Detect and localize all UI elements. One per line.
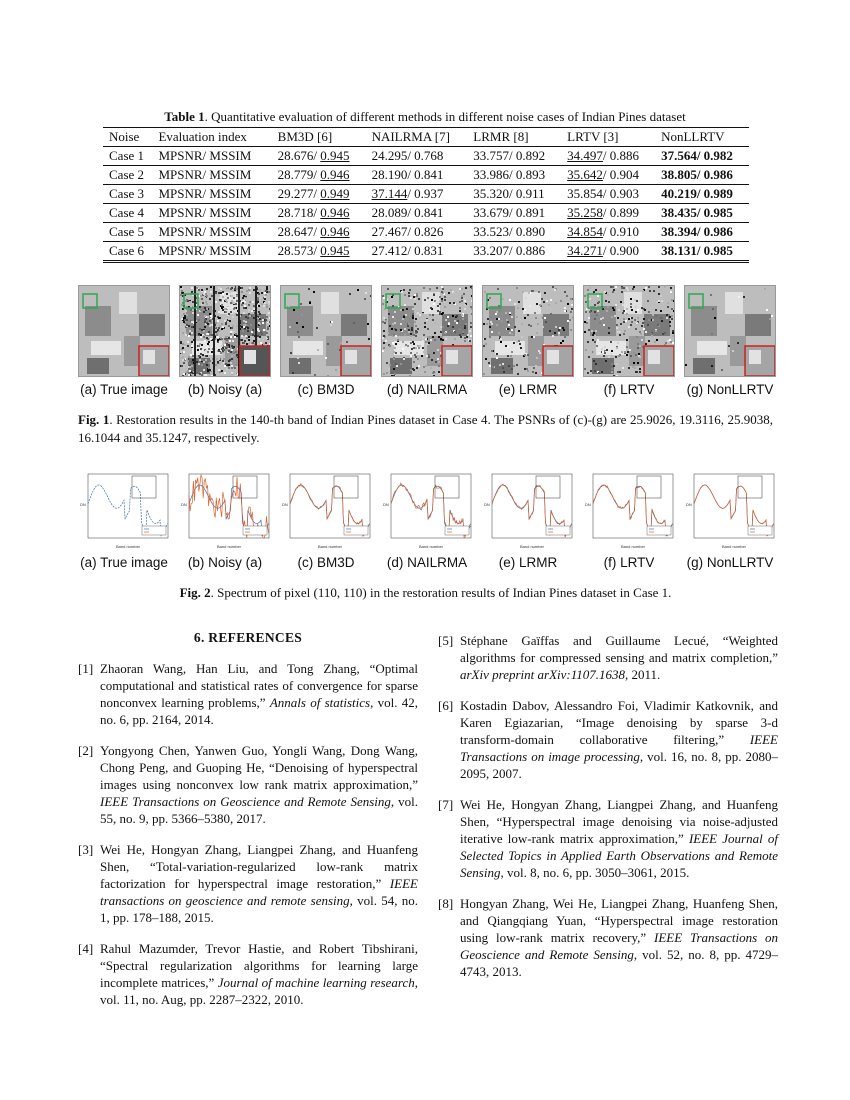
reference-text: Yongyong Chen, Yanwen Guo, Yongli Wang, Dong Wang, Chong Peng, and Guoping He, “Denoising of hyperspectral images using nonconvex low rank matrix approximation,”: [100, 743, 418, 792]
reference-details: , vol. 8, no. 6, pp. 3050–3061, 2015.: [500, 865, 690, 880]
reference-item: [78, 841, 418, 926]
fig2-spectrum-plot: [76, 470, 172, 550]
cell-nonllrtv: 38.394/ 0.986: [661, 224, 733, 239]
cell-index: MPSNR/ MSSIM: [158, 224, 252, 239]
cell-lrtv: 35.258/ 0.899: [567, 205, 640, 220]
reference-venue: Journal of machine learning research: [217, 975, 415, 990]
reference-venue: Annals of statistics: [269, 695, 371, 710]
fig2-xlabel: Band number: [216, 544, 242, 549]
reference-venue: IEEE transactions on geoscience and remote sensing: [100, 876, 418, 908]
reference-venue: IEEE Journal of Selected Topics in Applied Earth Observations and Remote Sensing: [460, 831, 778, 880]
cell-nonllrtv: 38.131/ 0.985: [661, 243, 733, 258]
table-caption: [0, 109, 850, 125]
fig2-ylabel: DN: [585, 502, 591, 507]
fig2-xlabel: Band number: [620, 544, 646, 549]
fig1-image: [179, 285, 271, 377]
fig2-spectrum-plot: [278, 470, 374, 550]
references-heading: 6. REFERENCES: [193, 630, 303, 645]
reference-item: [438, 697, 778, 782]
fig1-label: (e) LRMR: [498, 382, 558, 397]
cell-nailrma: 27.467/ 0.826: [371, 224, 444, 239]
table-row: [103, 185, 749, 204]
reference-venue: IEEE Transactions on image processing: [460, 732, 778, 764]
cell-index: MPSNR/ MSSIM: [158, 148, 252, 163]
cell-lrmr: 33.679/ 0.891: [473, 205, 546, 220]
cell-nonllrtv: 38.435/ 0.985: [661, 205, 733, 220]
fig2-caption-label: Fig. 2: [179, 585, 211, 600]
fig1-image-row: [78, 285, 778, 377]
reference-item: [78, 940, 418, 1008]
fig1-label: (d) NAILRMA: [386, 382, 468, 397]
cell-lrtv: 34.497/ 0.886: [567, 148, 640, 163]
reference-item: [438, 895, 778, 980]
reference-number: [2]: [78, 743, 94, 758]
table-caption-label: Table 1: [164, 109, 205, 124]
reference-details: , vol. 52, no. 8, pp. 4729–4743, 2013.: [460, 947, 778, 979]
header-evaluation-index: Evaluation index: [158, 129, 247, 144]
header-nailrma: NAILRMA [7]: [371, 129, 450, 144]
cell-noise: Case 6: [109, 243, 145, 258]
cell-bm3d: 28.779/ 0.946: [277, 167, 350, 182]
fig2-spectrum-plot: [379, 470, 475, 550]
cell-nailrma: 28.190/ 0.841: [371, 167, 444, 182]
fig2-caption: [78, 584, 773, 602]
cell-nonllrtv: 38.805/ 0.986: [661, 167, 733, 182]
cell-index: MPSNR/ MSSIM: [158, 243, 252, 258]
fig2-ylabel: DN: [383, 502, 389, 507]
fig2-xlabel: Band number: [418, 544, 444, 549]
fig2-xlabel: Band number: [519, 544, 545, 549]
cell-noise: Case 2: [109, 167, 145, 182]
fig2-label: (g) NonLLRTV: [686, 555, 774, 570]
fig1-caption-text: . Restoration results in the 140-th band of Indian Pines dataset in Case 4. The PSNRs of (c)-(g) are 25.9026, 19.3116, 25.9038, 16.1044 and 35.1247, respectively.: [78, 412, 774, 445]
reference-number: [8]: [438, 896, 454, 911]
reference-details: , vol. 42, no. 6, pp. 2164, 2014.: [100, 695, 418, 727]
header-bm3d: BM3D [6]: [277, 129, 333, 144]
fig2-label: (a) True image: [80, 555, 168, 570]
quantitative-table: [103, 127, 749, 263]
fig2-ylabel: DN: [484, 502, 490, 507]
fig1-caption-label: Fig. 1: [78, 412, 110, 427]
reference-item: [438, 796, 778, 881]
cell-bm3d: 28.718/ 0.946: [277, 205, 350, 220]
fig2-ylabel: DN: [686, 502, 692, 507]
fig2-spectrum-plot: [177, 470, 273, 550]
cell-index: MPSNR/ MSSIM: [158, 205, 252, 220]
reference-number: [6]: [438, 698, 454, 713]
fig2-spectrum-plot: [581, 470, 677, 550]
cell-lrmr: 33.523/ 0.890: [473, 224, 546, 239]
reference-venue: IEEE Transactions on Geoscience and Remote Sensing: [100, 794, 391, 809]
fig2-label: (b) Noisy (a): [187, 555, 263, 570]
table-caption-text: . Quantitative evaluation of different methods in different noise cases of Indian Pines dataset: [204, 109, 686, 124]
reference-text: Kostadin Dabov, Alessandro Foi, Vladimir Katkovnik, and Karen Egiazarian, “Image denoising by sparse 3-d transform-domain collaborative filtering,”: [460, 698, 778, 747]
cell-nonllrtv: 37.564/ 0.982: [661, 148, 733, 163]
reference-text: Zhaoran Wang, Han Liu, and Tong Zhang, “Optimal computational and statistical rates of convergence for sparse nonconvex learning problems,”: [100, 661, 418, 710]
cell-lrmr: 33.757/ 0.892: [473, 148, 546, 163]
reference-venue: arXiv preprint arXiv:1107.1638: [460, 667, 626, 682]
reference-details: , vol. 11, no. Aug, pp. 2287–2322, 2010.: [100, 975, 418, 1007]
fig2-spectrum-plot: [682, 470, 778, 550]
cell-nailrma: 24.295/ 0.768: [371, 148, 444, 163]
table-row: [103, 204, 749, 223]
fig1-image: [280, 285, 372, 377]
references-right-column: [438, 632, 778, 994]
header-nonllrtv: NonLLRTV: [661, 129, 725, 144]
cell-lrtv: 34.854/ 0.910: [567, 224, 640, 239]
reference-number: [5]: [438, 633, 454, 648]
cell-nonllrtv: 40.219/ 0.989: [661, 186, 733, 201]
fig1-label: (b) Noisy (a): [187, 382, 263, 397]
reference-number: [7]: [438, 797, 454, 812]
fig1-image: [381, 285, 473, 377]
fig2-xlabel: Band number: [721, 544, 747, 549]
fig1-image: [78, 285, 170, 377]
fig2-label: (d) NAILRMA: [386, 555, 468, 570]
table-row: [103, 223, 749, 242]
reference-text: Hongyan Zhang, Wei He, Liangpei Zhang, Huanfeng Shen, and Qiangqiang Yuan, “Hyperspectral image restoration using low-rank matrix recovery,”: [460, 896, 778, 945]
reference-text: Wei He, Hongyan Zhang, Liangpei Zhang, and Huanfeng Shen, “Total-variation-regularized low-rank matrix factorization for hyperspectral image restoration,”: [100, 842, 418, 891]
fig2-label: (e) LRMR: [498, 555, 558, 570]
cell-nailrma: 37.144/ 0.937: [371, 186, 444, 201]
reference-item: [438, 632, 778, 683]
cell-lrtv: 34.271/ 0.900: [567, 243, 640, 258]
table-header-row: [103, 128, 749, 147]
fig1-label: (c) BM3D: [297, 382, 355, 397]
table-row: [103, 242, 749, 262]
fig2-label: (c) BM3D: [297, 555, 355, 570]
fig1-image: [684, 285, 776, 377]
reference-details: , vol. 16, no. 8, pp. 2080–2095, 2007.: [460, 749, 778, 781]
cell-lrtv: 35.854/ 0.903: [567, 186, 640, 201]
fig1-label: (g) NonLLRTV: [686, 382, 774, 397]
header-lrtv: LRTV [3]: [567, 129, 619, 144]
cell-noise: Case 3: [109, 186, 145, 201]
cell-noise: Case 4: [109, 205, 145, 220]
reference-details: , vol. 55, no. 9, pp. 5366–5380, 2017.: [100, 794, 418, 826]
fig1-label: (f) LRTV: [603, 382, 655, 397]
reference-text: Wei He, Hongyan Zhang, Liangpei Zhang, and Huanfeng Shen, “Hyperspectral image denoising via noise-adjusted iterative low-rank matrix approximation,”: [460, 797, 778, 846]
fig2-label: (f) LRTV: [603, 555, 655, 570]
cell-bm3d: 29.277/ 0.949: [277, 186, 350, 201]
cell-lrmr: 33.207/ 0.886: [473, 243, 546, 258]
cell-bm3d: 28.573/ 0.945: [277, 243, 350, 258]
fig2-xlabel: Band number: [317, 544, 343, 549]
header-noise: Noise: [109, 129, 140, 144]
fig1-caption: [78, 411, 773, 447]
reference-venue: IEEE Transactions on Geoscience and Remote Sensing: [460, 930, 778, 962]
cell-index: MPSNR/ MSSIM: [158, 186, 252, 201]
fig2-caption-text: . Spectrum of pixel (110, 110) in the restoration results of Indian Pines dataset in Case 1.: [210, 585, 672, 600]
cell-lrtv: 35.642/ 0.904: [567, 167, 640, 182]
cell-lrmr: 33.986/ 0.893: [473, 167, 546, 182]
table-row: [103, 166, 749, 185]
fig2-spectrum-plot: [480, 470, 576, 550]
cell-lrmr: 35.320/ 0.911: [473, 186, 545, 201]
cell-index: MPSNR/ MSSIM: [158, 167, 252, 182]
reference-text: Rahul Mazumder, Trevor Hastie, and Robert Tibshirani, “Spectral regularization algorithms for learning large incomplete matrices,”: [100, 941, 418, 990]
fig2-plot-row: [78, 470, 778, 550]
fig2-ylabel: DN: [80, 502, 86, 507]
reference-number: [1]: [78, 661, 94, 676]
references-left-column: [78, 660, 418, 1022]
cell-bm3d: 28.676/ 0.945: [277, 148, 350, 163]
reference-number: [4]: [78, 941, 94, 956]
fig2-ylabel: DN: [282, 502, 288, 507]
table-row: [103, 147, 749, 166]
reference-item: [78, 660, 418, 728]
cell-nailrma: 27.412/ 0.831: [371, 243, 444, 258]
fig1-label: (a) True image: [80, 382, 168, 397]
fig1-image: [482, 285, 574, 377]
reference-details: , vol. 54, no. 1, pp. 178–188, 2015.: [100, 893, 419, 925]
cell-bm3d: 28.647/ 0.946: [277, 224, 350, 239]
fig2-ylabel: DN: [181, 502, 187, 507]
reference-item: [78, 742, 418, 827]
cell-nailrma: 28.089/ 0.841: [371, 205, 444, 220]
reference-details: , 2011.: [625, 667, 661, 682]
reference-number: [3]: [78, 842, 94, 857]
reference-text: Stéphane Gaïffas and Guillaume Lecué, “Weighted algorithms for compressed sensing and matrix completion,”: [460, 633, 778, 665]
cell-noise: Case 5: [109, 224, 145, 239]
fig1-image: [583, 285, 675, 377]
header-lrmr: LRMR [8]: [473, 129, 529, 144]
cell-noise: Case 1: [109, 148, 145, 163]
fig2-xlabel: Band number: [115, 544, 141, 549]
